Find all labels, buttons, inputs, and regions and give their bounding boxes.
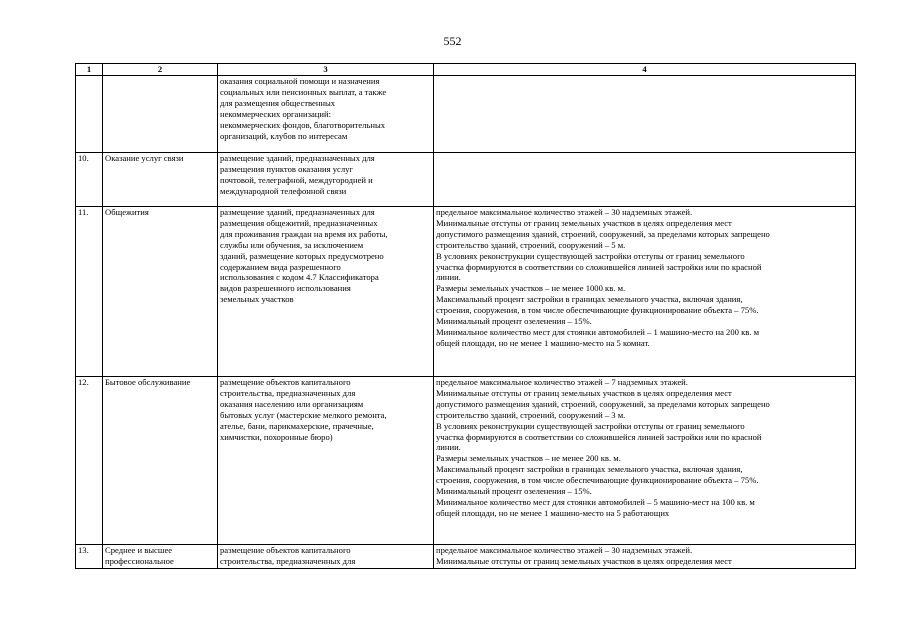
parameter-line: предельное максимальное количество этажей – 7 надземных этажей. xyxy=(436,377,688,387)
parameter-line: Максимальный процент застройки в границах земельного участка, включая здания, xyxy=(436,464,743,475)
table-row xyxy=(76,153,856,207)
use-description-line: службы или обучения, за исключением xyxy=(220,239,364,250)
parameter-line: Минимальное количество мест для стоянки автомобилей – 1 машино-место на 200 кв. м xyxy=(436,326,760,337)
parameter-line: Минимальные отступы от границ земельных участков в целях определения мест xyxy=(436,555,732,566)
header-col-4: 4 xyxy=(434,64,856,76)
parameter-line: Минимальный процент озеленения – 15%. xyxy=(436,486,592,497)
use-description-line: земельных участков xyxy=(220,294,294,305)
use-description xyxy=(218,377,434,545)
use-description-line: химчистки, похоронные бюро) xyxy=(220,431,333,442)
use-description-line: содержанием вида разрешенного xyxy=(220,261,341,272)
header-col-2: 2 xyxy=(103,64,218,76)
row-number: 13. xyxy=(76,545,103,569)
use-description-line: размещения пунктов оказания услуг xyxy=(220,163,353,174)
use-description-line: размещение объектов капитального xyxy=(220,545,351,555)
use-description xyxy=(218,545,434,569)
use-description-line: размещение зданий, предназначенных для xyxy=(220,153,375,163)
use-type-name-line: Среднее и высшее xyxy=(105,545,173,555)
use-description-line: почтовой, телеграфной, междугородней и xyxy=(220,174,373,185)
use-description-line: размещения общежитий, предназначенных xyxy=(220,217,378,228)
row-number: 10. xyxy=(76,153,103,207)
use-description-line: социальных или пенсионных выплат, а также xyxy=(220,86,387,97)
construction-parameters xyxy=(434,545,856,569)
use-description-line: видов разрешенного использования xyxy=(220,283,351,294)
use-description-line: оказания населению или организациям xyxy=(220,398,364,409)
parameter-line: общей площади, но не менее 1 машино-место на 5 комнат. xyxy=(436,337,650,348)
use-type-name: Общежития xyxy=(103,207,218,377)
parameter-line: допустимого размещения зданий, строений, сооружений, за пределами которых запрещено xyxy=(436,398,770,409)
construction-parameters xyxy=(434,207,856,377)
parameter-line: Максимальный процент застройки в границах земельного участка, включая здания, xyxy=(436,294,743,305)
parameter-line: строения, сооружения, в том числе обеспечивающие функционирование объекта – 75%. xyxy=(436,305,759,316)
row-number: 12. xyxy=(76,377,103,545)
use-type-name: Бытовое обслуживание xyxy=(103,377,218,545)
parameter-line: Минимальные отступы от границ земельных участков в целях определения мест xyxy=(436,217,732,228)
table-row xyxy=(76,545,856,569)
parameter-line: строения, сооружения, в том числе обеспечивающие функционирование объекта – 75%. xyxy=(436,475,759,486)
row-number xyxy=(76,76,103,153)
parameter-line: допустимого размещения зданий, строений, сооружений, за пределами которых запрещено xyxy=(436,228,770,239)
parameter-line: Размеры земельных участков – не менее 200 кв. м. xyxy=(436,453,621,464)
construction-parameters xyxy=(434,377,856,545)
use-description-line: размещение объектов капитального xyxy=(220,377,351,387)
parameter-line: участка формируются в соответствии со сложившейся линией застройки или по красной xyxy=(436,431,762,442)
header-col-1: 1 xyxy=(76,64,103,76)
parameter-line: В условиях реконструкции существующей застройки отступы от границ земельного xyxy=(436,420,745,431)
table-row xyxy=(76,377,856,545)
use-description-line: для размещения общественных xyxy=(220,97,336,108)
parameter-line: Минимальный процент озеленения – 15%. xyxy=(436,316,592,327)
use-description-line: некоммерческих фондов, благотворительных xyxy=(220,119,386,130)
use-description-line: зданий, размещение которых предусмотрено xyxy=(220,250,384,261)
construction-parameters xyxy=(434,76,856,153)
parameter-line: Минимальное количество мест для стоянки автомобилей – 5 машино-мест на 100 кв. м xyxy=(436,496,755,507)
parameter-line: Минимальные отступы от границ земельных участков в целях определения мест xyxy=(436,387,732,398)
use-description-line: оказания социальной помощи и назначения xyxy=(220,76,380,86)
parameter-line: строительство зданий, строений, сооружений – 5 м. xyxy=(436,239,626,250)
use-description-line: строительства, предназначенных для xyxy=(220,387,356,398)
parameter-line: предельное максимальное количество этажей – 30 надземных этажей. xyxy=(436,545,693,555)
page-number: 552 xyxy=(443,34,462,48)
parameter-line: В условиях реконструкции существующей застройки отступы от границ земельного xyxy=(436,250,745,261)
use-description xyxy=(218,207,434,377)
zoning-table xyxy=(75,63,856,569)
parameter-line: участка формируются в соответствии со сложившейся линией застройки или по красной xyxy=(436,261,762,272)
parameter-line: линии. xyxy=(436,272,461,283)
use-description-line: организаций, клубов по интересам xyxy=(220,130,348,141)
use-type-name xyxy=(103,545,218,569)
construction-parameters xyxy=(434,153,856,207)
use-description-line: размещение зданий, предназначенных для xyxy=(220,207,375,217)
table-row xyxy=(76,76,856,153)
use-description-line: для проживания граждан на время их работы, xyxy=(220,228,388,239)
table-header-row xyxy=(76,64,856,76)
parameter-line: предельное максимальное количество этажей – 30 надземных этажей. xyxy=(436,207,693,217)
parameter-line: строительство зданий, строений, сооружений – 3 м. xyxy=(436,409,626,420)
parameter-line: Размеры земельных участков – не менее 1000 кв. м. xyxy=(436,283,626,294)
use-description-line: бытовых услуг (мастерские мелкого ремонта, xyxy=(220,409,387,420)
use-description-line: некоммерческих организаций: xyxy=(220,108,331,119)
use-description-line: использования с кодом 4.7 Классификатора xyxy=(220,272,379,283)
row-number: 11. xyxy=(76,207,103,377)
use-description xyxy=(218,76,434,153)
parameter-line: общей площади, но не менее 1 машино-место на 5 работающих xyxy=(436,507,670,518)
use-description-line: строительства, предназначенных для xyxy=(220,555,356,566)
header-col-3: 3 xyxy=(218,64,434,76)
use-type-name: Оказание услуг связи xyxy=(103,153,218,207)
use-description xyxy=(218,153,434,207)
use-type-name-line: профессиональное xyxy=(105,555,174,566)
use-description-line: ателье, бани, парикмахерские, прачечные, xyxy=(220,420,374,431)
use-type-name xyxy=(103,76,218,153)
table-row xyxy=(76,207,856,377)
parameter-line: линии. xyxy=(436,442,461,453)
use-description-line: международной телефонной связи xyxy=(220,185,347,196)
